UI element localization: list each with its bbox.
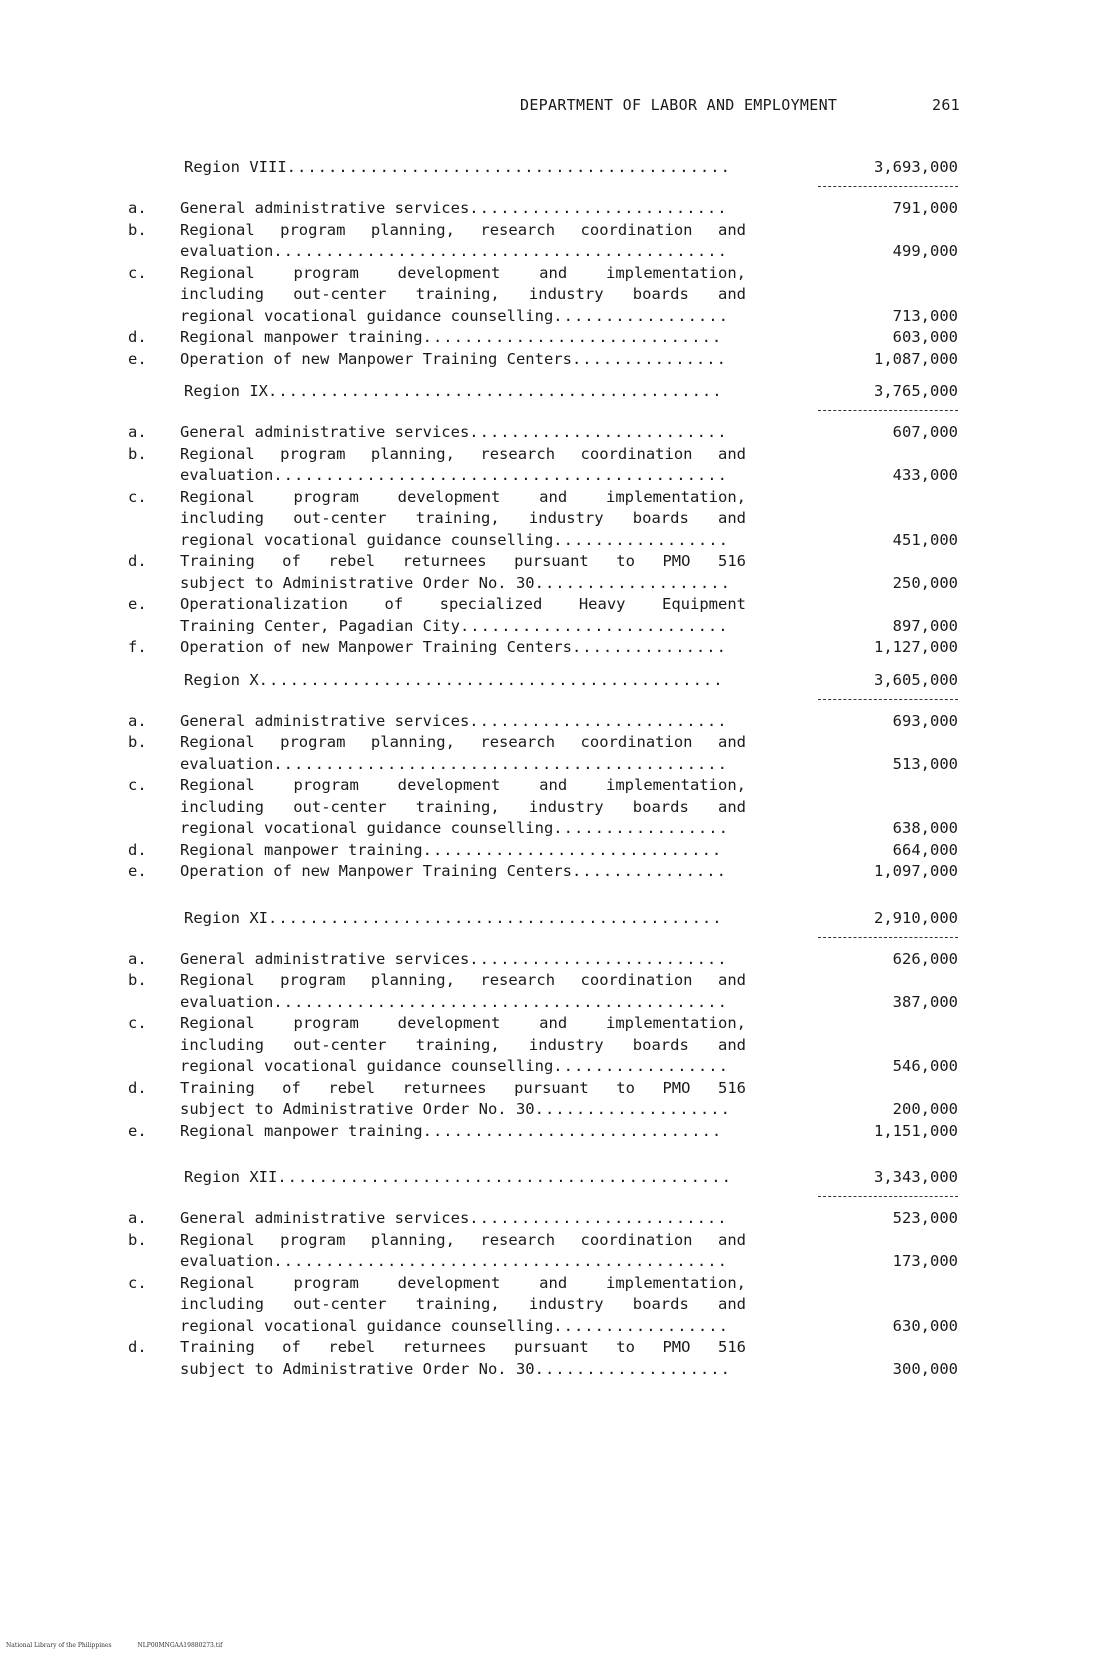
item-letter: b. [128,733,147,751]
dot-leader: ............... [571,862,727,880]
region-total: 3,343,000 [874,1168,958,1186]
description-text: regional vocational guidance counselling [180,819,554,837]
description-text: General administrative services [180,711,470,730]
item-description [180,861,746,883]
description-text: including out-center training, industry boards and [180,509,746,527]
description-line [180,775,746,797]
item-description [180,1337,746,1380]
item-letter: e. [128,349,147,368]
dot-leader: ............................................ [273,754,728,773]
description-line [180,263,746,285]
dot-leader: ................. [553,530,729,549]
description-text: Regional program planning, research coordination and [180,444,746,463]
description-line [180,1035,746,1057]
region-block [128,382,958,659]
description-line [180,1099,746,1121]
description-text: Regional program planning, research coordination and [180,220,746,239]
item-amount: 607,000 [892,423,958,441]
item-letter: c. [128,487,147,506]
item-description [180,1230,746,1273]
item-amount: 387,000 [892,992,958,1011]
description-line [180,1121,746,1143]
item-amount: 630,000 [892,1316,958,1335]
line-item [128,732,958,775]
line-item [128,444,958,487]
description-line [180,818,746,840]
description-line [180,465,746,487]
line-item [128,198,958,220]
description-text: Regional program development and implementation, [180,487,746,506]
dot-leader: ............................................ [273,466,728,484]
description-line [180,861,746,883]
item-letter: b. [128,444,147,463]
item-letter: d. [128,552,147,570]
description-line [180,1316,746,1338]
description-text: Operationalization of specialized Heavy Equipment [180,595,746,613]
description-line [180,444,746,466]
item-description [180,349,746,371]
line-item [128,1078,958,1121]
item-description [180,487,746,552]
item-letter: d. [128,840,147,859]
dot-leader: ................. [553,1316,729,1335]
description-line [180,840,746,862]
region-block [128,158,958,370]
item-amount: 638,000 [892,819,958,837]
description-text: Regional program development and implementation, [180,1273,746,1292]
item-letter: c. [128,1014,147,1032]
description-line [180,1337,746,1359]
description-text: Regional program development and implementation, [180,1014,746,1032]
item-description [180,775,746,840]
item-letter: e. [128,595,147,613]
item-amount: 433,000 [892,466,958,484]
description-text: General administrative services [180,199,470,217]
region-name [184,671,724,689]
dot-leader: ......................... [469,199,728,217]
dot-leader: ............................................. [258,670,724,689]
description-text: regional vocational guidance counselling [180,306,554,325]
description-line [180,530,746,552]
region-name [184,1168,732,1186]
description-text: General administrative services [180,1209,470,1227]
scan-footer [6,1642,222,1649]
description-line [180,1359,746,1381]
line-item [128,970,958,1013]
line-item [128,487,958,552]
item-letter: a. [128,1209,147,1227]
line-item [128,775,958,840]
description-text: evaluation [180,466,274,484]
item-letter: c. [128,776,147,794]
appropriations-list [128,158,958,1392]
item-amount: 513,000 [892,754,958,773]
description-text: Training Center, Pagadian City [180,616,460,635]
dot-leader: ............... [571,638,727,656]
region-heading [128,909,958,931]
description-line [180,754,746,776]
item-letter: b. [128,971,147,989]
item-description [180,594,746,637]
item-amount: 300,000 [892,1359,958,1378]
line-item [128,1013,958,1078]
page-number: 261 [932,96,960,114]
description-line [180,1251,746,1273]
line-item [128,711,958,733]
item-amount: 523,000 [892,1209,958,1227]
total-rule [818,1196,958,1197]
item-amount: 693,000 [892,711,958,730]
region-name-text: Region IX [184,382,268,400]
description-line [180,1230,746,1252]
line-item [128,1208,958,1230]
line-item [128,551,958,594]
description-line [180,637,746,659]
dot-leader: ............................. [422,1121,723,1140]
description-text: regional vocational guidance counselling [180,1316,554,1335]
region-name [184,382,723,400]
region-block [128,671,958,883]
page-header [520,96,960,114]
dot-leader: ............................................ [273,242,728,260]
description-text: Regional program development and implementation, [180,263,746,282]
item-letter: b. [128,220,147,239]
line-item [128,1121,958,1143]
item-amount: 1,151,000 [874,1121,958,1140]
description-line [180,1273,746,1295]
item-amount: 1,097,000 [874,862,958,880]
description-text: Operation of new Manpower Training Centers [180,862,572,880]
description-text: evaluation [180,242,274,260]
item-description [180,327,746,349]
description-text: Operation of new Manpower Training Centers [180,349,572,368]
description-line [180,970,746,992]
item-letter: a. [128,711,147,730]
item-letter: a. [128,949,147,968]
item-amount: 451,000 [892,530,958,549]
footer-file-id: NLP00MNGAA19880273.tif [137,1642,223,1649]
line-item [128,1230,958,1273]
header-title: DEPARTMENT OF LABOR AND EMPLOYMENT [520,96,838,114]
description-line [180,1208,746,1230]
total-rule [818,937,958,938]
description-line [180,797,746,819]
line-item [128,220,958,263]
region-name-text: Region XII [184,1168,278,1186]
description-line [180,949,746,971]
description-line [180,1294,746,1316]
dot-leader: ............................. [422,328,723,346]
item-letter: e. [128,862,147,880]
description-text: subject to Administrative Order No. 30 [180,1100,535,1118]
item-letter: c. [128,1273,147,1292]
description-line [180,284,746,306]
item-amount: 603,000 [892,328,958,346]
item-amount: 250,000 [892,573,958,592]
description-line [180,1056,746,1078]
item-description [180,1273,746,1338]
item-description [180,220,746,263]
description-text: including out-center training, industry boards and [180,797,746,816]
total-rule [818,410,958,411]
total-rule [818,699,958,700]
item-description [180,1121,746,1143]
dot-leader: ................... [534,1100,731,1118]
description-text: regional vocational guidance counselling [180,1057,554,1075]
description-line [180,327,746,349]
description-text: Regional manpower training [180,328,423,346]
item-amount: 664,000 [892,840,958,859]
description-line [180,349,746,371]
item-amount: 1,087,000 [874,349,958,368]
description-text: including out-center training, industry boards and [180,285,746,303]
dot-leader: ................. [553,1057,729,1075]
line-item [128,349,958,371]
footer-library: National Library of the Philippines [6,1642,112,1649]
line-item [128,637,958,659]
line-item [128,422,958,444]
description-text: subject to Administrative Order No. 30 [180,1359,535,1378]
region-heading [128,382,958,404]
description-text: subject to Administrative Order No. 30 [180,573,535,592]
region-total: 3,693,000 [874,158,958,176]
description-text: Regional program planning, research coordination and [180,971,746,989]
item-amount: 713,000 [892,306,958,325]
description-line [180,220,746,242]
region-name-text: Region VIII [184,158,287,176]
item-letter: d. [128,1078,147,1097]
description-text: Training of rebel returnees pursuant to PMO 516 [180,1338,746,1356]
item-amount: 791,000 [892,199,958,217]
region-heading [128,1168,958,1190]
item-letter: b. [128,1230,147,1249]
item-description [180,637,746,659]
description-text: including out-center training, industry boards and [180,1035,746,1054]
line-item [128,327,958,349]
description-text: evaluation [180,1252,274,1270]
region-name [184,909,723,927]
dot-leader: ............................................ [277,1168,732,1186]
description-text: including out-center training, industry boards and [180,1295,746,1313]
description-text: Regional manpower training [180,1121,423,1140]
description-line [180,732,746,754]
item-amount: 499,000 [892,242,958,260]
dot-leader: ......................... [469,711,728,730]
description-line [180,711,746,733]
item-description [180,198,746,220]
item-description [180,840,746,862]
item-letter: d. [128,1338,147,1356]
description-line [180,487,746,509]
description-line [180,551,746,573]
dot-leader: ......................... [469,423,728,441]
description-line [180,1013,746,1035]
item-description [180,444,746,487]
item-description [180,1078,746,1121]
dot-leader: ................. [553,306,729,325]
dot-leader: ............................................ [268,908,723,927]
dot-leader: ................... [534,573,731,592]
description-line [180,306,746,328]
description-text: General administrative services [180,949,470,968]
item-description [180,551,746,594]
total-rule [818,186,958,187]
dot-leader: ......................... [469,1209,728,1227]
description-text: Training of rebel returnees pursuant to PMO 516 [180,552,746,570]
description-line [180,616,746,638]
line-item [128,861,958,883]
item-description [180,422,746,444]
item-amount: 626,000 [892,949,958,968]
item-description [180,732,746,775]
region-heading [128,671,958,693]
line-item [128,1337,958,1380]
item-description [180,949,746,971]
description-line [180,422,746,444]
description-text: Regional program development and implementation, [180,776,746,794]
item-description [180,1208,746,1230]
line-item [128,949,958,971]
region-name-text: Region X [184,670,259,689]
description-text: General administrative services [180,423,470,441]
region-total: 3,605,000 [874,670,958,689]
region-name-text: Region XI [184,908,268,927]
description-line [180,198,746,220]
item-letter: c. [128,263,147,282]
region-name [184,158,731,176]
description-text: Regional program planning, research coordination and [180,1230,746,1249]
item-description [180,263,746,328]
dot-leader: .......................... [459,616,729,635]
item-letter: a. [128,199,147,217]
description-text: Training of rebel returnees pursuant to PMO 516 [180,1078,746,1097]
region-total: 3,765,000 [874,382,958,400]
dot-leader: ......................... [469,949,728,968]
description-text: evaluation [180,992,274,1011]
item-amount: 546,000 [892,1057,958,1075]
item-letter: e. [128,1121,147,1140]
item-description [180,970,746,1013]
description-text: Operation of new Manpower Training Centers [180,638,572,656]
description-line [180,573,746,595]
description-text: regional vocational guidance counselling [180,530,554,549]
description-line [180,1078,746,1100]
region-total: 2,910,000 [874,908,958,927]
item-amount: 200,000 [892,1100,958,1118]
item-letter: f. [128,638,147,656]
dot-leader: ............................................ [273,992,728,1011]
description-text: Regional program planning, research coordination and [180,733,746,751]
item-description [180,711,746,733]
item-letter: d. [128,328,147,346]
description-line [180,508,746,530]
item-amount: 897,000 [892,616,958,635]
dot-leader: ........................................... [286,158,731,176]
region-heading [128,158,958,180]
item-amount: 1,127,000 [874,638,958,656]
line-item [128,263,958,328]
dot-leader: ................. [553,819,729,837]
item-letter: a. [128,423,147,441]
description-line [180,992,746,1014]
dot-leader: ............... [571,349,727,368]
dot-leader: ............................. [422,840,723,859]
description-line [180,241,746,263]
description-text: Regional manpower training [180,840,423,859]
dot-leader: ................... [534,1359,731,1378]
dot-leader: ............................................ [268,382,723,400]
line-item [128,840,958,862]
description-text: evaluation [180,754,274,773]
region-block [128,1168,958,1380]
item-description [180,1013,746,1078]
line-item [128,1273,958,1338]
line-item [128,594,958,637]
description-line [180,594,746,616]
region-block [128,909,958,1143]
dot-leader: ............................................ [273,1252,728,1270]
item-amount: 173,000 [892,1252,958,1270]
